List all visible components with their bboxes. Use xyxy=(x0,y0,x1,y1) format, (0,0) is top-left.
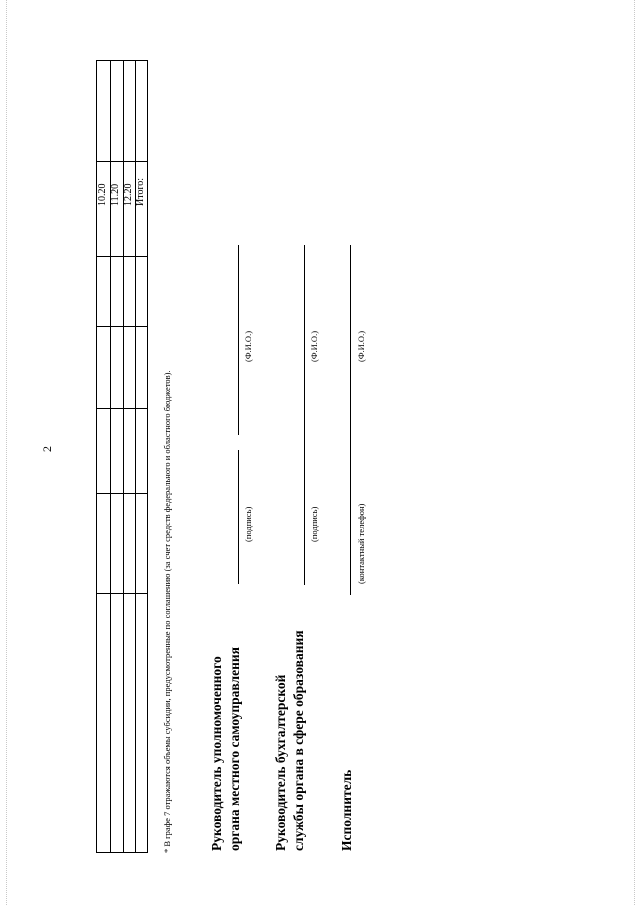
table-col-divider xyxy=(97,493,147,494)
table-col-divider xyxy=(97,256,147,257)
table-col-divider xyxy=(97,593,147,594)
executor-title: Исполнитель xyxy=(339,769,354,851)
table-cell-period: 10.20 xyxy=(97,183,108,206)
signer-2-name-line xyxy=(304,245,305,435)
subsidy-table xyxy=(96,60,148,853)
signer-1-title: Руководитель уполномоченного органа местного самоуправления xyxy=(209,647,242,851)
executor-name-label: (Ф.И.О.) xyxy=(356,330,366,362)
signer-1-signature-line xyxy=(238,450,239,584)
signer-2-title: Руководитель бухгалтерской службы органа в сфере образования xyxy=(273,630,306,851)
scan-edge-right xyxy=(634,0,635,905)
table-col-divider xyxy=(97,326,147,327)
executor-phone-label: (контактный телефон) xyxy=(356,503,366,584)
table-col-divider xyxy=(97,161,147,162)
executor-phone-line xyxy=(350,435,351,595)
table-cell-period: 11.20 xyxy=(110,183,121,206)
signer-2-signature-label: (подпись) xyxy=(309,506,319,542)
signer-2-name-label: (Ф.И.О.) xyxy=(309,330,319,362)
signer-1-name-label: (Ф.И.О.) xyxy=(243,330,253,362)
signer-1-name-line xyxy=(238,245,239,435)
table-row-divider xyxy=(123,61,124,852)
table-cell-period: 12.20 xyxy=(123,183,134,206)
signer-1-signature-label: (подпись) xyxy=(243,506,253,542)
signer-2-signature-line xyxy=(304,435,305,585)
table-cell-total: Итого: xyxy=(135,177,146,206)
scan-edge-left xyxy=(6,0,7,905)
footnote: * В графе 7 отражаются объемы субсидии, предусмотренные по соглашению (за счет средств федерального и областного бюджетов). xyxy=(162,370,172,853)
page-number: 2 xyxy=(40,446,54,452)
table-col-divider xyxy=(97,408,147,409)
table-row-divider xyxy=(110,61,111,852)
executor-name-line xyxy=(350,245,351,435)
